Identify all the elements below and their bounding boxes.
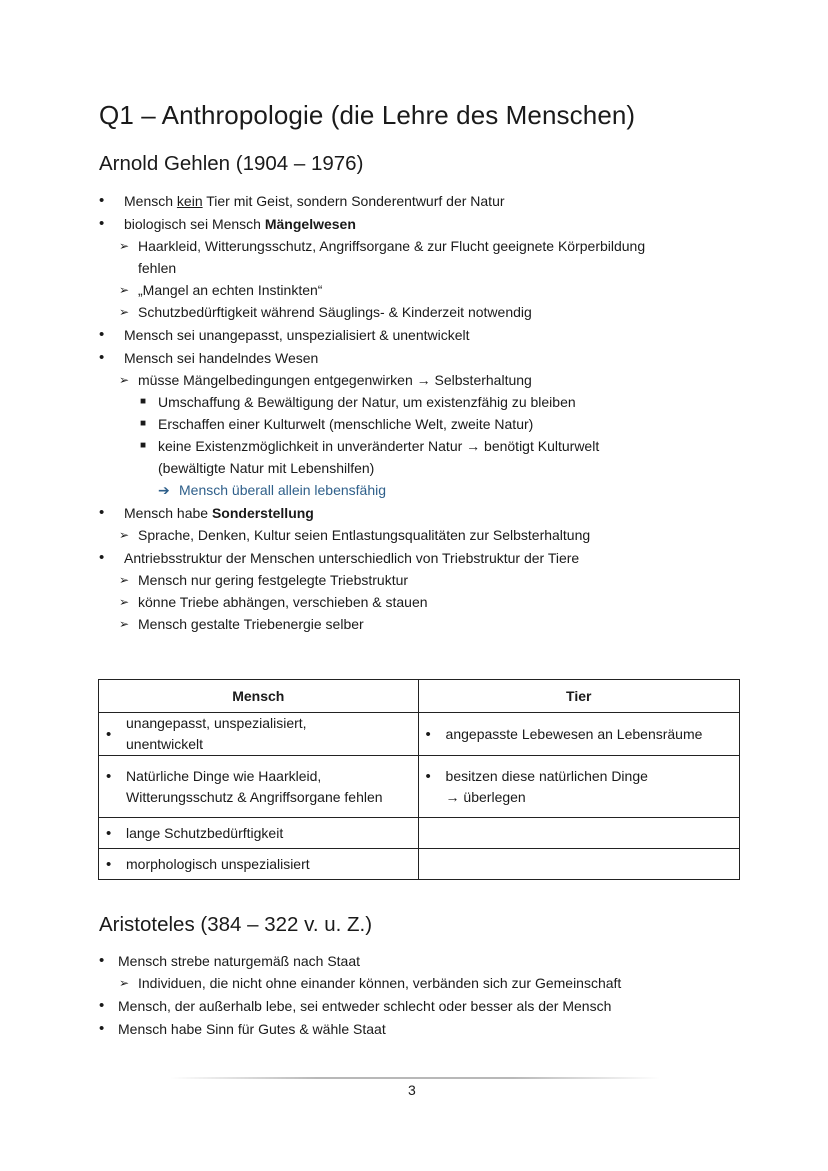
bullet-dot: •: [99, 326, 105, 343]
list-item-continuation: fehlen: [138, 260, 177, 276]
list-item: keine Existenzmöglichkeit in unveränderter Natur → benötigt Kulturwelt: [158, 438, 600, 454]
bullet-dot: •: [425, 768, 431, 785]
table-row: [99, 849, 740, 880]
arrow-bullet-icon: ➢: [119, 305, 130, 319]
list-item: Mensch sei unangepasst, unspezialisiert & unentwickelt: [124, 327, 470, 343]
bullet-dot: •: [99, 952, 105, 969]
square-bullet-icon: ■: [140, 396, 147, 407]
cell-text: unangepasst, unspezialisiert,: [126, 715, 307, 731]
list-item: Schutzbedürftigkeit während Säuglings- & Kinderzeit notwendig: [138, 304, 532, 320]
cell-text: besitzen diese natürlichen Dinge: [445, 768, 648, 784]
table-cell: [418, 713, 739, 756]
list-item: Mensch habe Sinn für Gutes & wähle Staat: [118, 1021, 386, 1037]
bullet-dot: •: [99, 549, 105, 566]
table-cell-empty: [418, 818, 739, 849]
table-header-row: [99, 680, 740, 713]
square-bullet-icon: ■: [140, 440, 147, 451]
arrow-bullet-icon: ➢: [119, 373, 130, 387]
list-item: Mensch nur gering festgelegte Triebstruktur: [138, 572, 409, 588]
cell-text: lange Schutzbedürftigkeit: [126, 824, 284, 841]
list-item-continuation: (bewältigte Natur mit Lebenshilfen): [158, 460, 375, 476]
footer-divider: [170, 1077, 660, 1079]
arrow-bullet-icon: ➢: [119, 595, 130, 609]
table-cell-empty: [418, 849, 739, 880]
page-title: Q1 – Anthropologie (die Lehre des Menschen): [99, 100, 636, 130]
table-row: [99, 713, 740, 756]
bullet-dot: •: [99, 1020, 105, 1037]
list-item: „Mangel an echten Instinkten“: [138, 282, 323, 298]
arrow-bullet-icon: ➢: [119, 239, 130, 253]
arrow-bullet-icon: ➢: [119, 573, 130, 587]
section-heading-aristoteles: Aristoteles (384 – 322 v. u. Z.): [99, 913, 373, 936]
bullet-dot: •: [425, 725, 431, 743]
comparison-table: [98, 679, 740, 880]
table-cell: [99, 818, 419, 849]
arrow-bullet-icon: ➢: [119, 617, 130, 631]
bullet-dot: •: [99, 997, 105, 1014]
list-item: Mensch kein Tier mit Geist, sondern Sonderentwurf der Natur: [124, 193, 505, 209]
list-item: Mensch strebe naturgemäß nach Staat: [118, 953, 361, 969]
list-item: Individuen, die nicht ohne einander können, verbänden sich zur Gemeinschaft: [138, 975, 622, 991]
bullet-dot: •: [99, 192, 105, 209]
list-item: Mensch, der außerhalb lebe, sei entweder schlecht oder besser als der Mensch: [118, 998, 612, 1014]
bullet-dot: •: [99, 349, 105, 366]
table-row: [99, 756, 740, 818]
arrow-bullet-icon: ➢: [119, 976, 130, 990]
list-item: Erschaffen einer Kulturwelt (menschliche Welt, zweite Natur): [158, 416, 534, 432]
list-item: Haarkleid, Witterungsschutz, Angriffsorgane & zur Flucht geeignete Körperbildung: [138, 238, 646, 254]
column-header-mensch: Mensch: [99, 680, 419, 713]
bullet-dot: •: [99, 504, 105, 521]
list-item: Sprache, Denken, Kultur seien Entlastungsqualitäten zur Selbsterhaltung: [138, 527, 591, 543]
list-item: könne Triebe abhängen, verschieben & stauen: [138, 594, 428, 610]
table-row: [99, 818, 740, 849]
arrow-bullet-icon: ➢: [119, 283, 130, 297]
table-cell: [99, 849, 419, 880]
bullet-dot: •: [106, 725, 112, 743]
section-heading-gehlen: Arnold Gehlen (1904 – 1976): [99, 152, 364, 175]
cell-text: → überlegen: [445, 789, 526, 805]
arrow-bullet-icon: ➢: [119, 528, 130, 542]
column-header-tier: Tier: [418, 680, 739, 713]
square-bullet-icon: ■: [140, 418, 147, 429]
table-cell: [99, 713, 419, 756]
cell-text: unentwickelt: [126, 736, 204, 752]
bullet-dot: •: [106, 767, 112, 785]
bullet-dot: •: [99, 215, 105, 232]
list-item: biologisch sei Mensch Mängelwesen: [124, 216, 356, 232]
cell-text: angepasste Lebewesen an Lebensräume: [445, 725, 703, 742]
cell-text: morphologisch unspezialisiert: [126, 855, 310, 872]
conclusion-text: Mensch überall allein lebensfähig: [179, 482, 387, 498]
arrow-right-icon: ➔: [158, 482, 170, 498]
list-item: Mensch sei handelndes Wesen: [124, 350, 319, 366]
list-item: Mensch gestalte Triebenergie selber: [138, 616, 364, 632]
cell-text: Natürliche Dinge wie Haarkleid,: [126, 767, 322, 784]
list-item: müsse Mängelbedingungen entgegenwirken → Selbsterhaltung: [138, 372, 532, 388]
table-cell: [99, 756, 419, 818]
bullet-dot: •: [106, 855, 112, 873]
table-cell: [418, 756, 739, 818]
list-item: Umschaffung & Bewältigung der Natur, um existenzfähig zu bleiben: [158, 394, 576, 410]
list-item: Antriebsstruktur der Menschen unterschiedlich von Triebstruktur der Tiere: [124, 550, 580, 566]
page-number: 3: [408, 1082, 416, 1098]
bullet-dot: •: [106, 824, 112, 842]
cell-text: Witterungsschutz & Angriffsorgane fehlen: [126, 788, 383, 805]
list-item: Mensch habe Sonderstellung: [124, 505, 314, 521]
